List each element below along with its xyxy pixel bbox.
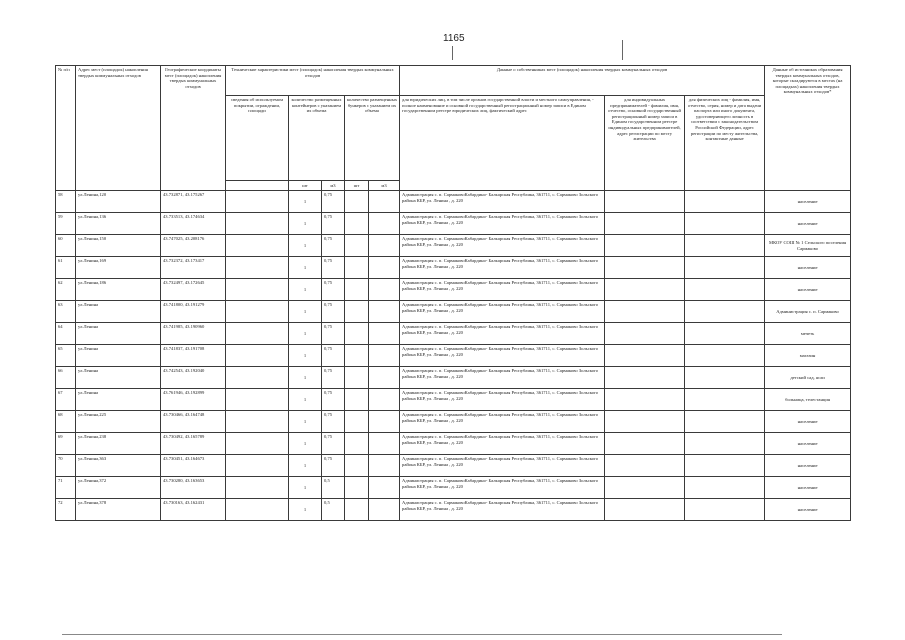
cell-containers-qty: 1 xyxy=(289,323,322,345)
cell-containers-qty: 1 xyxy=(289,235,322,257)
cell-cover xyxy=(226,279,289,301)
table-row xyxy=(56,235,851,257)
header-legal-entities: для юридических лиц, в том числе органов государственной власти и местного самоуправления, - полное наименование и основной государственный регистрационный номер записи в Едином государственном реестре юридических лиц, фактический адрес xyxy=(400,96,605,191)
page-number: 1165 xyxy=(443,33,465,44)
cell-cover xyxy=(226,213,289,235)
cell-coords: 43.747025, 43.208176 xyxy=(161,235,226,257)
cell-waste-source: население xyxy=(765,257,851,279)
cell-bunkers-volume xyxy=(369,257,400,279)
cell-coords: 43.741985, 43.190960 xyxy=(161,323,226,345)
cell-bunkers-qty xyxy=(345,323,369,345)
cell-bunkers-volume xyxy=(369,235,400,257)
cell-owner-individual xyxy=(685,235,765,257)
cell-coords: 43.741800, 43.191279 xyxy=(161,301,226,323)
cell-containers-qty: 1 xyxy=(289,367,322,389)
cell-waste-source: мечеть xyxy=(765,323,851,345)
cell-cover xyxy=(226,191,289,213)
cell-bunkers-qty xyxy=(345,279,369,301)
cell-owner-individual xyxy=(685,433,765,455)
cell-owner-individual xyxy=(685,499,765,521)
scan-line xyxy=(62,634,782,635)
cell-num: 58 xyxy=(56,191,76,213)
header-bunkers-m3: м3 xyxy=(369,181,400,191)
cell-owner-legal: Администрация с. п. СармаковоКабардино- Балкарская Республика, 361711, с. Сармаково Зольского района КБР, ул. Ленина , д. 220 xyxy=(400,433,605,455)
cell-owner-legal: Администрация с. п. СармаковоКабардино- Балкарская Республика, 361711, с. Сармаково Зольского района КБР, ул. Ленина , д. 220 xyxy=(400,477,605,499)
cell-owner-legal: Администрация с. п. СармаковоКабардино- Балкарская Республика, 361711, с. Сармаково Зольского района КБР, ул. Ленина , д. 220 xyxy=(400,345,605,367)
cell-waste-source: магазин xyxy=(765,345,851,367)
table-body xyxy=(56,191,851,521)
cell-coords: 43.732871, 43.175267 xyxy=(161,191,226,213)
cell-bunkers-qty xyxy=(345,301,369,323)
cell-address: ул.Ленина,136 xyxy=(76,213,161,235)
cell-address: ул.Ленина,150 xyxy=(76,235,161,257)
cell-cover xyxy=(226,345,289,367)
cell-address: ул.Ленина,372 xyxy=(76,477,161,499)
cell-containers-volume: 0,75 xyxy=(322,323,345,345)
cell-address: ул.Ленина,378 xyxy=(76,499,161,521)
cell-owner-entrepreneur xyxy=(605,389,685,411)
cell-waste-source: детский сад, ясли xyxy=(765,367,851,389)
cell-containers-qty: 1 xyxy=(289,257,322,279)
cell-cover xyxy=(226,433,289,455)
cell-coords: 43.761946, 43.192899 xyxy=(161,389,226,411)
cell-cover xyxy=(226,389,289,411)
cell-containers-volume: 0,75 xyxy=(322,301,345,323)
cell-waste-source: Администрация с. п. Сармаково xyxy=(765,301,851,323)
cell-waste-source: население xyxy=(765,411,851,433)
header-address: Адрес мест (площадок) накопления твердых коммунальных отходов xyxy=(76,66,161,191)
cell-coords: 43.741837, 43.191708 xyxy=(161,345,226,367)
cell-bunkers-qty xyxy=(345,433,369,455)
cell-num: 69 xyxy=(56,433,76,455)
header-tech: Технические характеристики мест (площадок) накопления твердых коммунальных отходов xyxy=(226,66,400,96)
table-row xyxy=(56,367,851,389)
cell-containers-qty: 1 xyxy=(289,389,322,411)
cell-owner-individual xyxy=(685,257,765,279)
cell-owner-entrepreneur xyxy=(605,323,685,345)
cell-bunkers-volume xyxy=(369,433,400,455)
cell-address: ул.Ленина,238 xyxy=(76,433,161,455)
table-row xyxy=(56,433,851,455)
table-row xyxy=(56,279,851,301)
header-coords: Географические координаты мест (площадок) накопления твердых коммунальных отходов xyxy=(161,66,226,191)
table-row xyxy=(56,411,851,433)
cell-owner-individual xyxy=(685,477,765,499)
cell-bunkers-qty xyxy=(345,345,369,367)
cell-owner-legal: Администрация с. п. СармаковоКабардино- Балкарская Республика, 361711, с. Сармаково Зольского района КБР, ул. Ленина , д. 220 xyxy=(400,279,605,301)
cell-bunkers-qty xyxy=(345,455,369,477)
cell-waste-source: население xyxy=(765,433,851,455)
cell-containers-volume: 0,75 xyxy=(322,345,345,367)
cell-containers-volume: 0,75 xyxy=(322,257,345,279)
table-row xyxy=(56,345,851,367)
cell-bunkers-volume xyxy=(369,389,400,411)
cell-containers-qty: 1 xyxy=(289,433,322,455)
cell-owner-legal: Администрация с. п. СармаковоКабардино- Балкарская Республика, 361711, с. Сармаково Зольского района КБР, ул. Ленина , д. 220 xyxy=(400,323,605,345)
cell-coords: 43.732497, 43.172645 xyxy=(161,279,226,301)
cell-bunkers-volume xyxy=(369,411,400,433)
cell-owner-individual xyxy=(685,301,765,323)
cell-cover xyxy=(226,411,289,433)
header-containers-m3: м3 xyxy=(322,181,345,191)
waste-sites-register-table xyxy=(55,65,851,521)
cell-bunkers-volume xyxy=(369,477,400,499)
cell-bunkers-volume xyxy=(369,279,400,301)
cell-waste-source: население xyxy=(765,477,851,499)
cell-address: ул.Ленина xyxy=(76,323,161,345)
cell-owner-legal: Администрация с. п. СармаковоКабардино- Балкарская Республика, 361711, с. Сармаково Зольского района КБР, ул. Ленина , д. 220 xyxy=(400,235,605,257)
cell-address: ул.Ленина,186 xyxy=(76,279,161,301)
cell-owner-legal: Администрация с. п. СармаковоКабардино- Балкарская Республика, 361711, с. Сармаково Зольского района КБР, ул. Ленина , д. 220 xyxy=(400,499,605,521)
cell-owner-legal: Администрация с. п. СармаковоКабардино- Балкарская Республика, 361711, с. Сармаково Зольского района КБР, ул. Ленина , д. 220 xyxy=(400,257,605,279)
cell-containers-qty: 1 xyxy=(289,477,322,499)
cell-address: ул.Ленина xyxy=(76,301,161,323)
cell-owner-entrepreneur xyxy=(605,213,685,235)
cell-waste-source: население xyxy=(765,455,851,477)
cell-owner-legal: Администрация с. п. СармаковоКабардино- Балкарская Республика, 361711, с. Сармаково Зольского района КБР, ул. Ленина , д. 220 xyxy=(400,191,605,213)
cell-bunkers-volume xyxy=(369,455,400,477)
cell-num: 72 xyxy=(56,499,76,521)
cell-containers-qty: 1 xyxy=(289,279,322,301)
cell-owner-individual xyxy=(685,411,765,433)
cell-owner-entrepreneur xyxy=(605,235,685,257)
cell-num: 63 xyxy=(56,301,76,323)
cell-waste-source: больница, телестанция xyxy=(765,389,851,411)
cell-containers-qty: 1 xyxy=(289,191,322,213)
table-row xyxy=(56,323,851,345)
table-row xyxy=(56,191,851,213)
cell-num: 62 xyxy=(56,279,76,301)
cell-bunkers-qty xyxy=(345,389,369,411)
header-owners: Данные о собственниках мест (площадок) накопления твердых коммунальных отходов xyxy=(400,66,765,96)
cell-owner-entrepreneur xyxy=(605,279,685,301)
cell-owner-entrepreneur xyxy=(605,499,685,521)
cell-num: 67 xyxy=(56,389,76,411)
header-individuals: для физических лиц - фамилия, имя, отчество, серия, номер и дата выдачи паспорта или иного документа, удостоверяющего личность в соответствии с законодательством Российской Федерации, адрес регистрации по месту жительства, контактные данные xyxy=(685,96,765,191)
cell-address: ул.Ленина xyxy=(76,367,161,389)
table-row xyxy=(56,389,851,411)
cell-owner-individual xyxy=(685,367,765,389)
cell-cover xyxy=(226,235,289,257)
cell-coords: 43.730163, 43.162431 xyxy=(161,499,226,521)
cell-containers-qty: 1 xyxy=(289,499,322,521)
cell-coords: 43.730466, 43.164748 xyxy=(161,411,226,433)
cell-bunkers-volume xyxy=(369,345,400,367)
header-bunkers: количество размещенных бункеров с указанием их объема xyxy=(345,96,400,181)
cell-containers-qty: 1 xyxy=(289,455,322,477)
table-row xyxy=(56,301,851,323)
cell-owner-entrepreneur xyxy=(605,411,685,433)
cell-containers-volume: 0,75 xyxy=(322,367,345,389)
cell-containers-volume: 0,75 xyxy=(322,213,345,235)
cell-bunkers-qty xyxy=(345,499,369,521)
cell-bunkers-volume xyxy=(369,367,400,389)
scan-mark xyxy=(622,40,623,60)
cell-containers-qty: 1 xyxy=(289,213,322,235)
cell-coords: 43.730280, 43.163653 xyxy=(161,477,226,499)
cell-containers-volume: 0,75 xyxy=(322,455,345,477)
cell-address: ул.Ленина,120 xyxy=(76,191,161,213)
cell-cover xyxy=(226,499,289,521)
cell-num: 61 xyxy=(56,257,76,279)
cell-containers-volume: 0,75 xyxy=(322,279,345,301)
header-cover-unit xyxy=(226,181,289,191)
cell-address: ул.Ленина,363 xyxy=(76,455,161,477)
cell-num: 60 xyxy=(56,235,76,257)
cell-cover xyxy=(226,323,289,345)
cell-containers-qty: 1 xyxy=(289,345,322,367)
cell-coords: 43.742543, 43.192040 xyxy=(161,367,226,389)
cell-address: ул.Ленина,225 xyxy=(76,411,161,433)
cell-owner-legal: Администрация с. п. СармаковоКабардино- Балкарская Республика, 361711, с. Сармаково Зольского района КБР, ул. Ленина , д. 220 xyxy=(400,389,605,411)
cell-cover xyxy=(226,301,289,323)
cell-address: ул.Ленина xyxy=(76,345,161,367)
header-containers: количество размещенных контейнеров с указанием их объема xyxy=(289,96,345,181)
cell-bunkers-volume xyxy=(369,323,400,345)
cell-bunkers-qty xyxy=(345,235,369,257)
cell-waste-source: население xyxy=(765,499,851,521)
cell-owner-legal: Администрация с. п. СармаковоКабардино- Балкарская Республика, 361711, с. Сармаково Зольского района КБР, ул. Ленина , д. 220 xyxy=(400,367,605,389)
header-num: № п/п xyxy=(56,66,76,191)
cell-containers-volume: 0,75 xyxy=(322,389,345,411)
cell-containers-qty: 1 xyxy=(289,301,322,323)
cell-owner-entrepreneur xyxy=(605,477,685,499)
cell-owner-legal: Администрация с. п. СармаковоКабардино- Балкарская Республика, 361711, с. Сармаково Зольского района КБР, ул. Ленина , д. 220 xyxy=(400,301,605,323)
cell-coords: 43.733513, 43.174634 xyxy=(161,213,226,235)
cell-owner-individual xyxy=(685,279,765,301)
cell-bunkers-qty xyxy=(345,191,369,213)
cell-owner-individual xyxy=(685,323,765,345)
cell-owner-entrepreneur xyxy=(605,433,685,455)
header-cover: сведения об используемом покрытии, ограждении, площади xyxy=(226,96,289,181)
table-row xyxy=(56,477,851,499)
cell-owner-legal: Администрация с. п. СармаковоКабардино- Балкарская Республика, 361711, с. Сармаково Зольского района КБР, ул. Ленина , д. 220 xyxy=(400,213,605,235)
cell-owner-legal: Администрация с. п. СармаковоКабардино- Балкарская Республика, 361711, с. Сармаково Зольского района КБР, ул. Ленина , д. 220 xyxy=(400,411,605,433)
cell-coords: 43.732372, 43.173417 xyxy=(161,257,226,279)
cell-owner-legal: Администрация с. п. СармаковоКабардино- Балкарская Республика, 361711, с. Сармаково Зольского района КБР, ул. Ленина , д. 220 xyxy=(400,455,605,477)
cell-owner-entrepreneur xyxy=(605,455,685,477)
cell-owner-entrepreneur xyxy=(605,367,685,389)
cell-waste-source: население xyxy=(765,279,851,301)
cell-coords: 43.730492, 43.165789 xyxy=(161,433,226,455)
cell-cover xyxy=(226,455,289,477)
cell-owner-individual xyxy=(685,213,765,235)
table-row xyxy=(56,499,851,521)
cell-bunkers-volume xyxy=(369,301,400,323)
header-sources: Данные об источниках образования твердых коммунальных отходов, которые складируются в местах (на площадках) накопления твердых коммунальных отходов* xyxy=(765,66,851,191)
table-row xyxy=(56,257,851,279)
cell-owner-individual xyxy=(685,455,765,477)
cell-bunkers-qty xyxy=(345,213,369,235)
header-containers-pcs: шт xyxy=(289,181,322,191)
cell-address: ул.Ленина,169 xyxy=(76,257,161,279)
cell-owner-entrepreneur xyxy=(605,257,685,279)
cell-waste-source: население xyxy=(765,213,851,235)
cell-containers-volume: 0,5 xyxy=(322,499,345,521)
header-bunkers-pcs: шт xyxy=(345,181,369,191)
cell-cover xyxy=(226,367,289,389)
cell-containers-volume: 0,75 xyxy=(322,235,345,257)
cell-containers-qty: 1 xyxy=(289,411,322,433)
cell-containers-volume: 0,75 xyxy=(322,411,345,433)
cell-coords: 43.730451, 43.164673 xyxy=(161,455,226,477)
cell-num: 65 xyxy=(56,345,76,367)
cell-num: 71 xyxy=(56,477,76,499)
cell-bunkers-volume xyxy=(369,499,400,521)
cell-containers-volume: 0,5 xyxy=(322,477,345,499)
table-row xyxy=(56,213,851,235)
cell-containers-volume: 0,75 xyxy=(322,433,345,455)
cell-num: 59 xyxy=(56,213,76,235)
cell-containers-volume: 0,75 xyxy=(322,191,345,213)
cell-owner-individual xyxy=(685,345,765,367)
cell-num: 64 xyxy=(56,323,76,345)
table-row xyxy=(56,455,851,477)
cell-waste-source: население xyxy=(765,191,851,213)
header-entrepreneurs: для индивидуальных предпринимателей - фамилия, имя, отчество, основной государственный регистрационный номер записи в Едином государственном реестре индивидуальных предпринимателей, адрес регистрации по месту жительства xyxy=(605,96,685,191)
cell-bunkers-qty xyxy=(345,477,369,499)
cell-address: ул.Ленина xyxy=(76,389,161,411)
cell-bunkers-qty xyxy=(345,367,369,389)
cell-owner-entrepreneur xyxy=(605,301,685,323)
cell-bunkers-qty xyxy=(345,257,369,279)
cell-cover xyxy=(226,477,289,499)
cell-num: 68 xyxy=(56,411,76,433)
cell-owner-entrepreneur xyxy=(605,191,685,213)
cell-owner-entrepreneur xyxy=(605,345,685,367)
cell-bunkers-volume xyxy=(369,191,400,213)
scan-mark xyxy=(452,46,453,60)
cell-owner-individual xyxy=(685,191,765,213)
cell-bunkers-qty xyxy=(345,411,369,433)
cell-bunkers-volume xyxy=(369,213,400,235)
cell-num: 70 xyxy=(56,455,76,477)
cell-owner-individual xyxy=(685,389,765,411)
cell-cover xyxy=(226,257,289,279)
cell-waste-source: МКОУ СОШ № 1 Сельского поселения Сармаково xyxy=(765,235,851,257)
cell-num: 66 xyxy=(56,367,76,389)
